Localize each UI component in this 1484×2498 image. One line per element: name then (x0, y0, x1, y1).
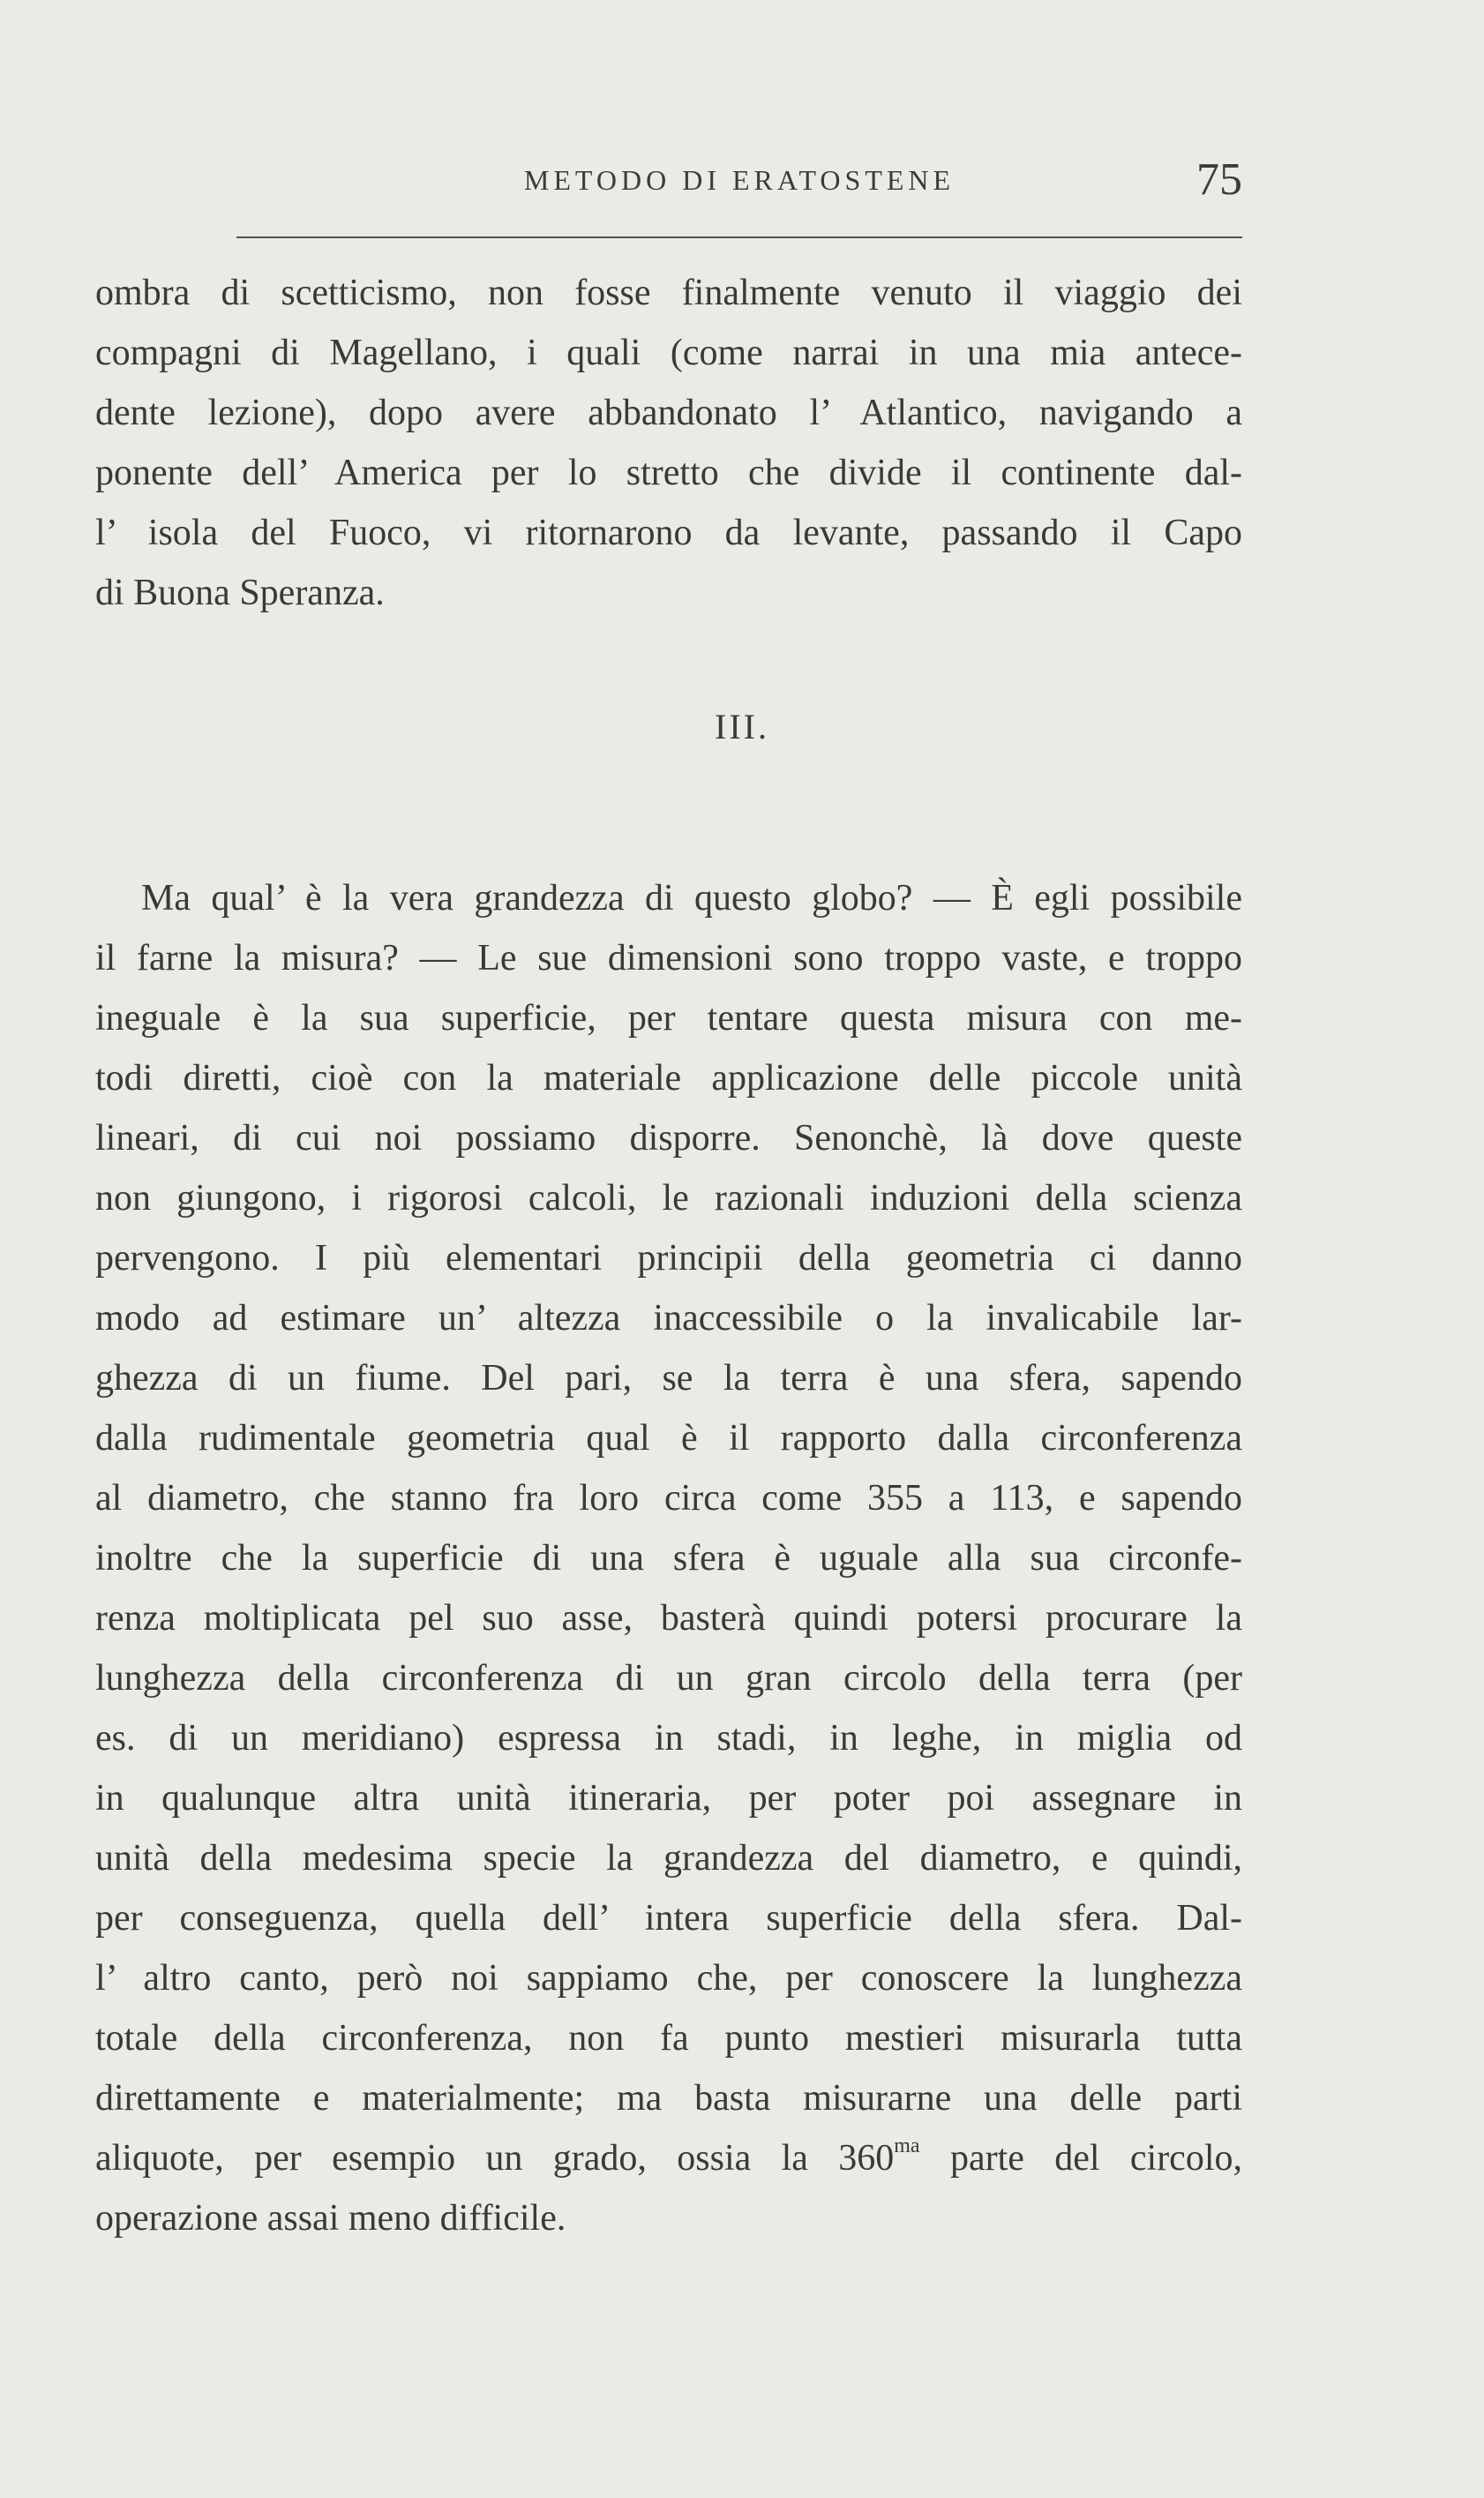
text-line: al diametro, che stanno fra loro circa come 355 a 113, e sapendo (95, 1478, 1242, 1519)
text-line: modo ad estimare un’ altezza inaccessibile o la invalicabile lar- (95, 1298, 1242, 1339)
text-line: lineari, di cui noi possiamo disporre. Senonchè, là dove queste (95, 1118, 1242, 1159)
text-line: l’ isola del Fuoco, vi ritornarono da levante, passando il Capo (95, 513, 1242, 553)
text-line: inoltre che la superficie di una sfera è uguale alla sua circonfe- (95, 1538, 1242, 1579)
text-line: il farne la misura? — Le sue dimensioni sono troppo vaste, e troppo (95, 938, 1242, 979)
text-line: compagni di Magellano, i quali (come narrai in una mia antece- (95, 333, 1242, 373)
text-line: ombra di scetticismo, non fosse finalmente venuto il viaggio dei (95, 273, 1242, 313)
running-title: METODO DI ERATOSTENE (523, 164, 956, 196)
text-line: renza moltiplicata pel suo asse, basterà quindi potersi procurare la (95, 1598, 1242, 1639)
text-line: unità della medesima specie la grandezza del diametro, e quindi, (95, 1838, 1242, 1879)
text-line: pervengono. I più elementari principii della geometria ci danno (95, 1238, 1242, 1279)
text-line: per conseguenza, quella dell’ intera superficie della sfera. Dal- (95, 1898, 1242, 1939)
text-line: totale della circonferenza, non fa punto mestieri misurarla tutta (95, 2018, 1242, 2059)
text-line: operazione assai meno difficile. (95, 2198, 566, 2239)
text-fragment: parte del circolo, (919, 2138, 1242, 2179)
text-line: in qualunque altra unità itineraria, per poter poi assegnare in (95, 1778, 1242, 1819)
section-heading: III. (715, 707, 769, 746)
text-line: l’ altro canto, però noi sappiamo che, per conoscere la lunghezza (95, 1958, 1242, 1999)
text-fragment: aliquote, per esempio un grado, ossia la 360 (95, 2138, 895, 2179)
text-line: todi diretti, cioè con la materiale applicazione delle piccole unità (95, 1058, 1242, 1099)
text-line: dalla rudimentale geometria qual è il rapporto dalla circonferenza (95, 1418, 1242, 1459)
page-number: 75 (1196, 154, 1242, 205)
paragraph-continuation (95, 263, 1242, 623)
text-line: di Buona Speranza. (95, 573, 385, 613)
text-line: ghezza di un fiume. Del pari, se la terra è una sfera, sapendo (95, 1358, 1242, 1399)
text-line: ineguale è la sua superficie, per tentare questa misura con me- (95, 998, 1242, 1039)
text-line: ponente dell’ America per lo stretto che divide il continente dal- (95, 453, 1242, 493)
text-line-with-superscript (95, 2128, 1242, 2188)
text-line: Ma qual’ è la vera grandezza di questo globo? — È egli possibile (141, 878, 1242, 919)
ordinal-superscript: ma (894, 2134, 920, 2157)
text-line: non giungono, i rigorosi calcoli, le razionali induzioni della scienza (95, 1178, 1242, 1219)
page-header (236, 154, 1242, 212)
text-line: es. di un meridiano) espressa in stadi, in leghe, in miglia od (95, 1718, 1242, 1759)
paragraph-main (95, 868, 1242, 2248)
header-rule (236, 236, 1242, 238)
text-line: lunghezza della circonferenza di un gran circolo della terra (per (95, 1658, 1242, 1699)
text-line: direttamente e materialmente; ma basta misurarne una delle parti (95, 2078, 1242, 2119)
text-line: dente lezione), dopo avere abbandonato l’ Atlantico, navigando a (95, 393, 1242, 433)
